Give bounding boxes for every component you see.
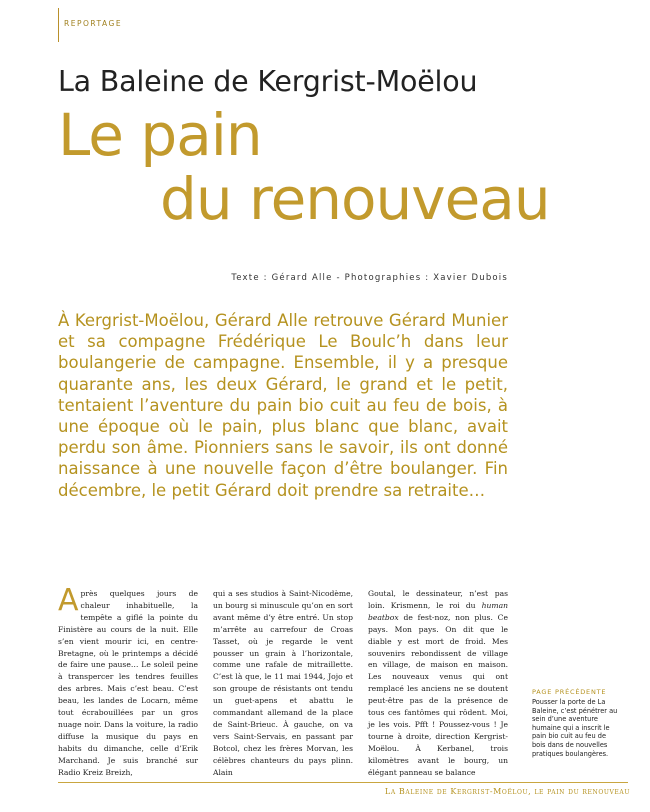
body-column-1 (58, 583, 198, 779)
photo-caption-text: Pousser la porte de La Baleine, c’est pénétrer au sein d’une aventure humaine qui a inscrit le pain bio cuit au feu de bois dans de nouvelles pratiques boulangères. (532, 698, 618, 758)
rubric-bar (58, 8, 59, 42)
photo-caption (532, 688, 620, 758)
article-credits: Texte : Gérard Alle - Photographies : Xavier Dubois (231, 273, 508, 283)
body-column-3-text-a: Goutal, le dessinateur, n’est pas loin. Krismenn, le roi du (368, 589, 508, 610)
running-footer: La Baleine de Kergrist-Moëlou, le pain du renouveau (384, 787, 630, 796)
drop-cap: A (58, 583, 79, 618)
footer-rule (58, 782, 628, 783)
article-lead: À Kergrist-Moëlou, Gérard Alle retrouve Gérard Munier et sa compagne Frédérique Le Boulc’h dans leur boulangerie de campagne. Ensemble, il y a presque quarante ans, les deux Gérard, le grand et le petit, tentaient l’aventure du pain bio cuit au feu de bois, à une époque où le pain, plus blanc que blanc, avait perdu son âme. Pionniers sans le savoir, ils ont donné naissance à une nouvelle façon d’être boulanger. Fin décembre, le petit Gérard doit prendre sa retraite… (58, 311, 508, 500)
photo-caption-title: PAGE PRÉCÉDENTE (532, 688, 607, 696)
body-column-1-text: près quelques jours de chaleur inhabituelle, la tempête a giflé la pointe du Finistère au cours de la nuit. Elle s’en vient mourir ici, en centre-Bretagne, où le printemps a décidé de faire une pause… Le soleil peine à transpercer les tendres feuilles des arbres. Mais c’est beau. C’est beau, les landes de Locarn, même tout écrabouillées par un gros nuage noir. Dans la voiture, la radio diffuse la musique du pays en habits du dimanche, celle d’Erik Marchand. Je suis branché sur Radio Kreiz Breizh, (58, 589, 198, 777)
article-kicker: La Baleine de Kergrist-Moëlou (58, 65, 478, 98)
article-body (58, 583, 508, 779)
body-column-3-italic: human beatbox (368, 600, 508, 622)
section-rubric: REPORTAGE (64, 19, 123, 28)
body-column-2: qui a ses studios à Saint-Nicodème, un bourg si minuscule qu’on en sort avant même d’y être entré. Un stop m’arrête au carrefour de Croas Tasset, où je regarde le vent pousser un grain à l’horizontale, comme une rafale de mitraillette. C’est là que, le 11 mai 1944, Jojo et son groupe de résistants ont tendu un guet-apens et abattu le commandant allemand de la place de Saint-Brieuc. À gauche, on va vers Saint-Servais, en passant par Botcol, chez les frères Morvan, les célèbres chanteurs du pays plinn. Alain (213, 589, 353, 777)
article-title-line-1: Le pain (58, 101, 262, 169)
body-column-3-text-b: de fest-noz, non plus. Ce pays. Mon pays. On dit que le diable y est mort de froid. Mes souvenirs rebondissent de village en village, de maison en maison. Les nouveaux venus qui ont remplacé les anciens ne se doutent peut-être pas de la présence de tous ces fantômes qui rôdent. Moi, je les vois. Pfft ! Poussez-vous ! Je tourne à droite, direction Kergrist-Moëlou. À Kerbanel, trois kilomètres avant le bourg, un élégant panneau se balance (368, 612, 508, 777)
article-title-line-2: du renouveau (160, 165, 550, 233)
body-column-3 (368, 588, 508, 779)
